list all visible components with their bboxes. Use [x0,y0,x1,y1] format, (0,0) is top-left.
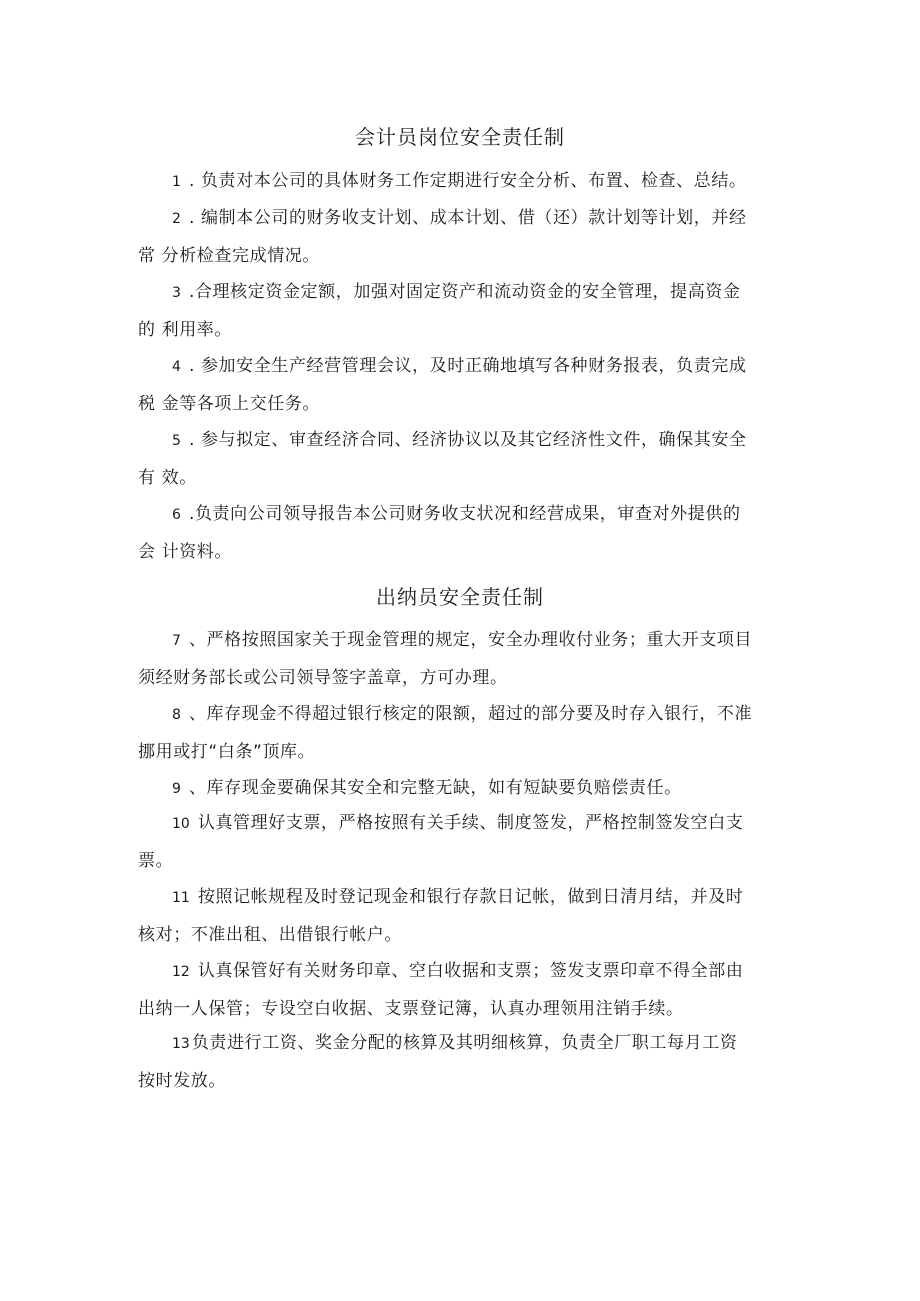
clause-text: . 参与拟定、审查经济合同、经济协议以及其它经济性文件，确保其安全 [188,430,747,450]
clause-number: 1 [172,174,181,190]
clause-number: 2 [172,211,181,227]
clause-text-cont: 核对；不准出租、出借银行帐户。 [138,925,402,945]
clause-text: 、库存现金要确保其安全和完整无缺，如有短缺要负赔偿责任。 [188,778,682,798]
clause-number: 7 [172,633,181,649]
clause-1 [138,163,788,201]
clause-3 [138,274,788,349]
clause-2 [138,200,788,275]
clause-text-cont: 须经财务部长或公司领导签字盖章，方可办理。 [138,668,508,688]
clause-text-cont: 按时发放。 [138,1071,226,1091]
clause-text-cont: 的 利用率。 [138,320,233,340]
clause-text: . 负责对本公司的具体财务工作定期进行安全分析、布置、检查、总结。 [188,171,747,191]
clause-5 [138,422,788,497]
clause-text: . 编制本公司的财务收支计划、成本计划、借（还）款计划等计划，并经 [188,208,747,228]
clause-text-cont: 票。 [138,851,174,871]
clause-number: 9 [172,781,181,797]
clause-text-cont: 会 计资料。 [138,542,233,562]
clause-text-cont: 税 金等各项上交任务。 [138,394,321,414]
clause-number: 12 [172,964,190,980]
clause-text: 负责进行工资、奖金分配的核算及其明细核算，负责全厂职工每月工资 [191,1033,738,1053]
clause-number: 5 [172,433,181,449]
clause-text: 认真保管好有关财务印章、空白收据和支票；签发支票印章不得全部由 [197,961,744,981]
clause-text: 、严格按照国家关于现金管理的规定，安全办理收付业务；重大开支项目 [188,630,753,650]
clause-6 [138,496,788,571]
clause-10 [138,805,788,880]
clause-number: 13 [172,1036,190,1052]
clause-text: 、库存现金不得超过银行核定的限额，超过的部分要及时存入银行，不准 [188,704,753,724]
clause-text: .负责向公司领导报告本公司财务收支状况和经营成果，审查对外提供的 [188,504,741,524]
clause-text: 认真管理好支票，严格按照有关手续、制度签发，严格控制签发空白支 [197,813,744,833]
clause-number: 3 [172,285,181,301]
clause-number: 11 [172,890,190,906]
section-title-accountant: 会计员岗位安全责任制 [355,125,565,149]
clause-number: 8 [172,707,181,723]
section-title-cashier: 出纳员安全责任制 [376,585,544,609]
clause-12 [138,953,788,1028]
clause-text: 按照记帐规程及时登记现金和银行存款日记帐，做到日清月结，并及时 [197,887,744,907]
clause-text-cont: 有 效。 [138,468,197,488]
clause-number: 4 [172,359,181,375]
clause-7 [138,622,788,697]
clause-text-cont: 出纳一人保管；专设空白收据、支票登记簿，认真办理领用注销手续。 [138,999,684,1019]
clause-8 [138,696,788,771]
clause-text-cont: 挪用或打“白条”顶库。 [138,742,316,762]
clause-9 [138,770,788,808]
clause-number: 10 [172,816,190,832]
clause-4 [138,348,788,423]
clause-number: 6 [172,507,181,523]
clause-text: .合理核定资金定额，加强对固定资产和流动资金的安全管理，提高资金 [188,282,741,302]
clause-text: . 参加安全生产经营管理会议，及时正确地填写各种财务报表，负责完成 [188,356,747,376]
clause-11 [138,879,788,954]
clause-13 [138,1025,788,1100]
clause-text-cont: 常 分析检查完成情况。 [138,246,321,266]
